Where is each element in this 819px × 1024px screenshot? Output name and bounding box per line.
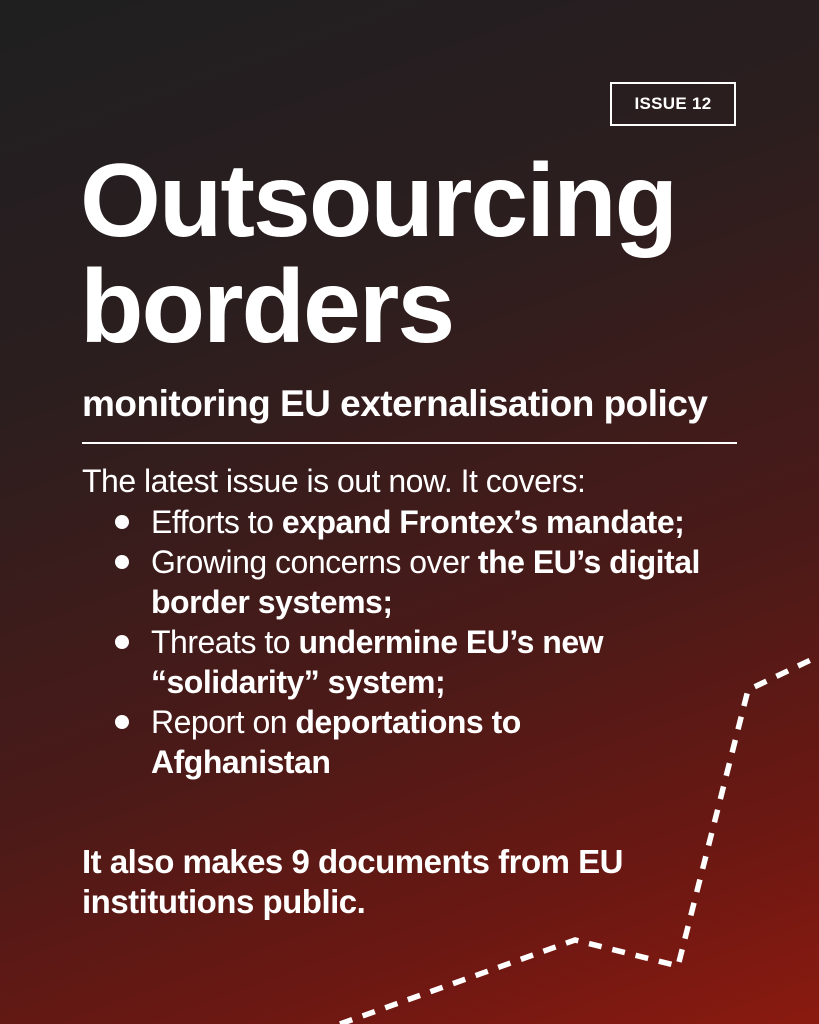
topic-highlight: expand Frontex’s mandate; bbox=[281, 504, 685, 540]
title-line-1: Outsourcing bbox=[80, 143, 677, 259]
bullet-icon bbox=[115, 555, 129, 569]
bullet-icon bbox=[115, 635, 129, 649]
topic-list bbox=[82, 502, 702, 782]
bullet-icon bbox=[115, 715, 129, 729]
topic-highlight: deportations to Afghanistan bbox=[151, 704, 521, 780]
topic-text: Report on bbox=[151, 704, 296, 740]
page-title bbox=[80, 143, 780, 365]
topic-text: Efforts to bbox=[151, 504, 282, 540]
divider bbox=[82, 442, 737, 444]
topic-highlight: undermine EU’s new “solidarity” system; bbox=[151, 624, 603, 700]
bullet-icon bbox=[115, 515, 129, 529]
issue-badge-label: ISSUE 12 bbox=[634, 94, 712, 113]
topic-item bbox=[82, 622, 702, 702]
subtitle: monitoring EU externalisation policy bbox=[82, 383, 708, 424]
topic-text: Growing concerns over bbox=[151, 544, 478, 580]
topic-item bbox=[82, 502, 702, 542]
title-line-2: borders bbox=[80, 249, 454, 365]
issue-badge bbox=[610, 82, 736, 126]
intro-text: The latest issue is out now. It covers: bbox=[82, 463, 586, 499]
topic-item bbox=[82, 702, 702, 782]
topic-text: Threats to bbox=[151, 624, 299, 660]
topic-item bbox=[82, 542, 702, 622]
closing-statement: It also makes 9 documents from EU institutions public. bbox=[82, 843, 624, 920]
topic-highlight: the EU’s digital border systems; bbox=[151, 544, 700, 620]
